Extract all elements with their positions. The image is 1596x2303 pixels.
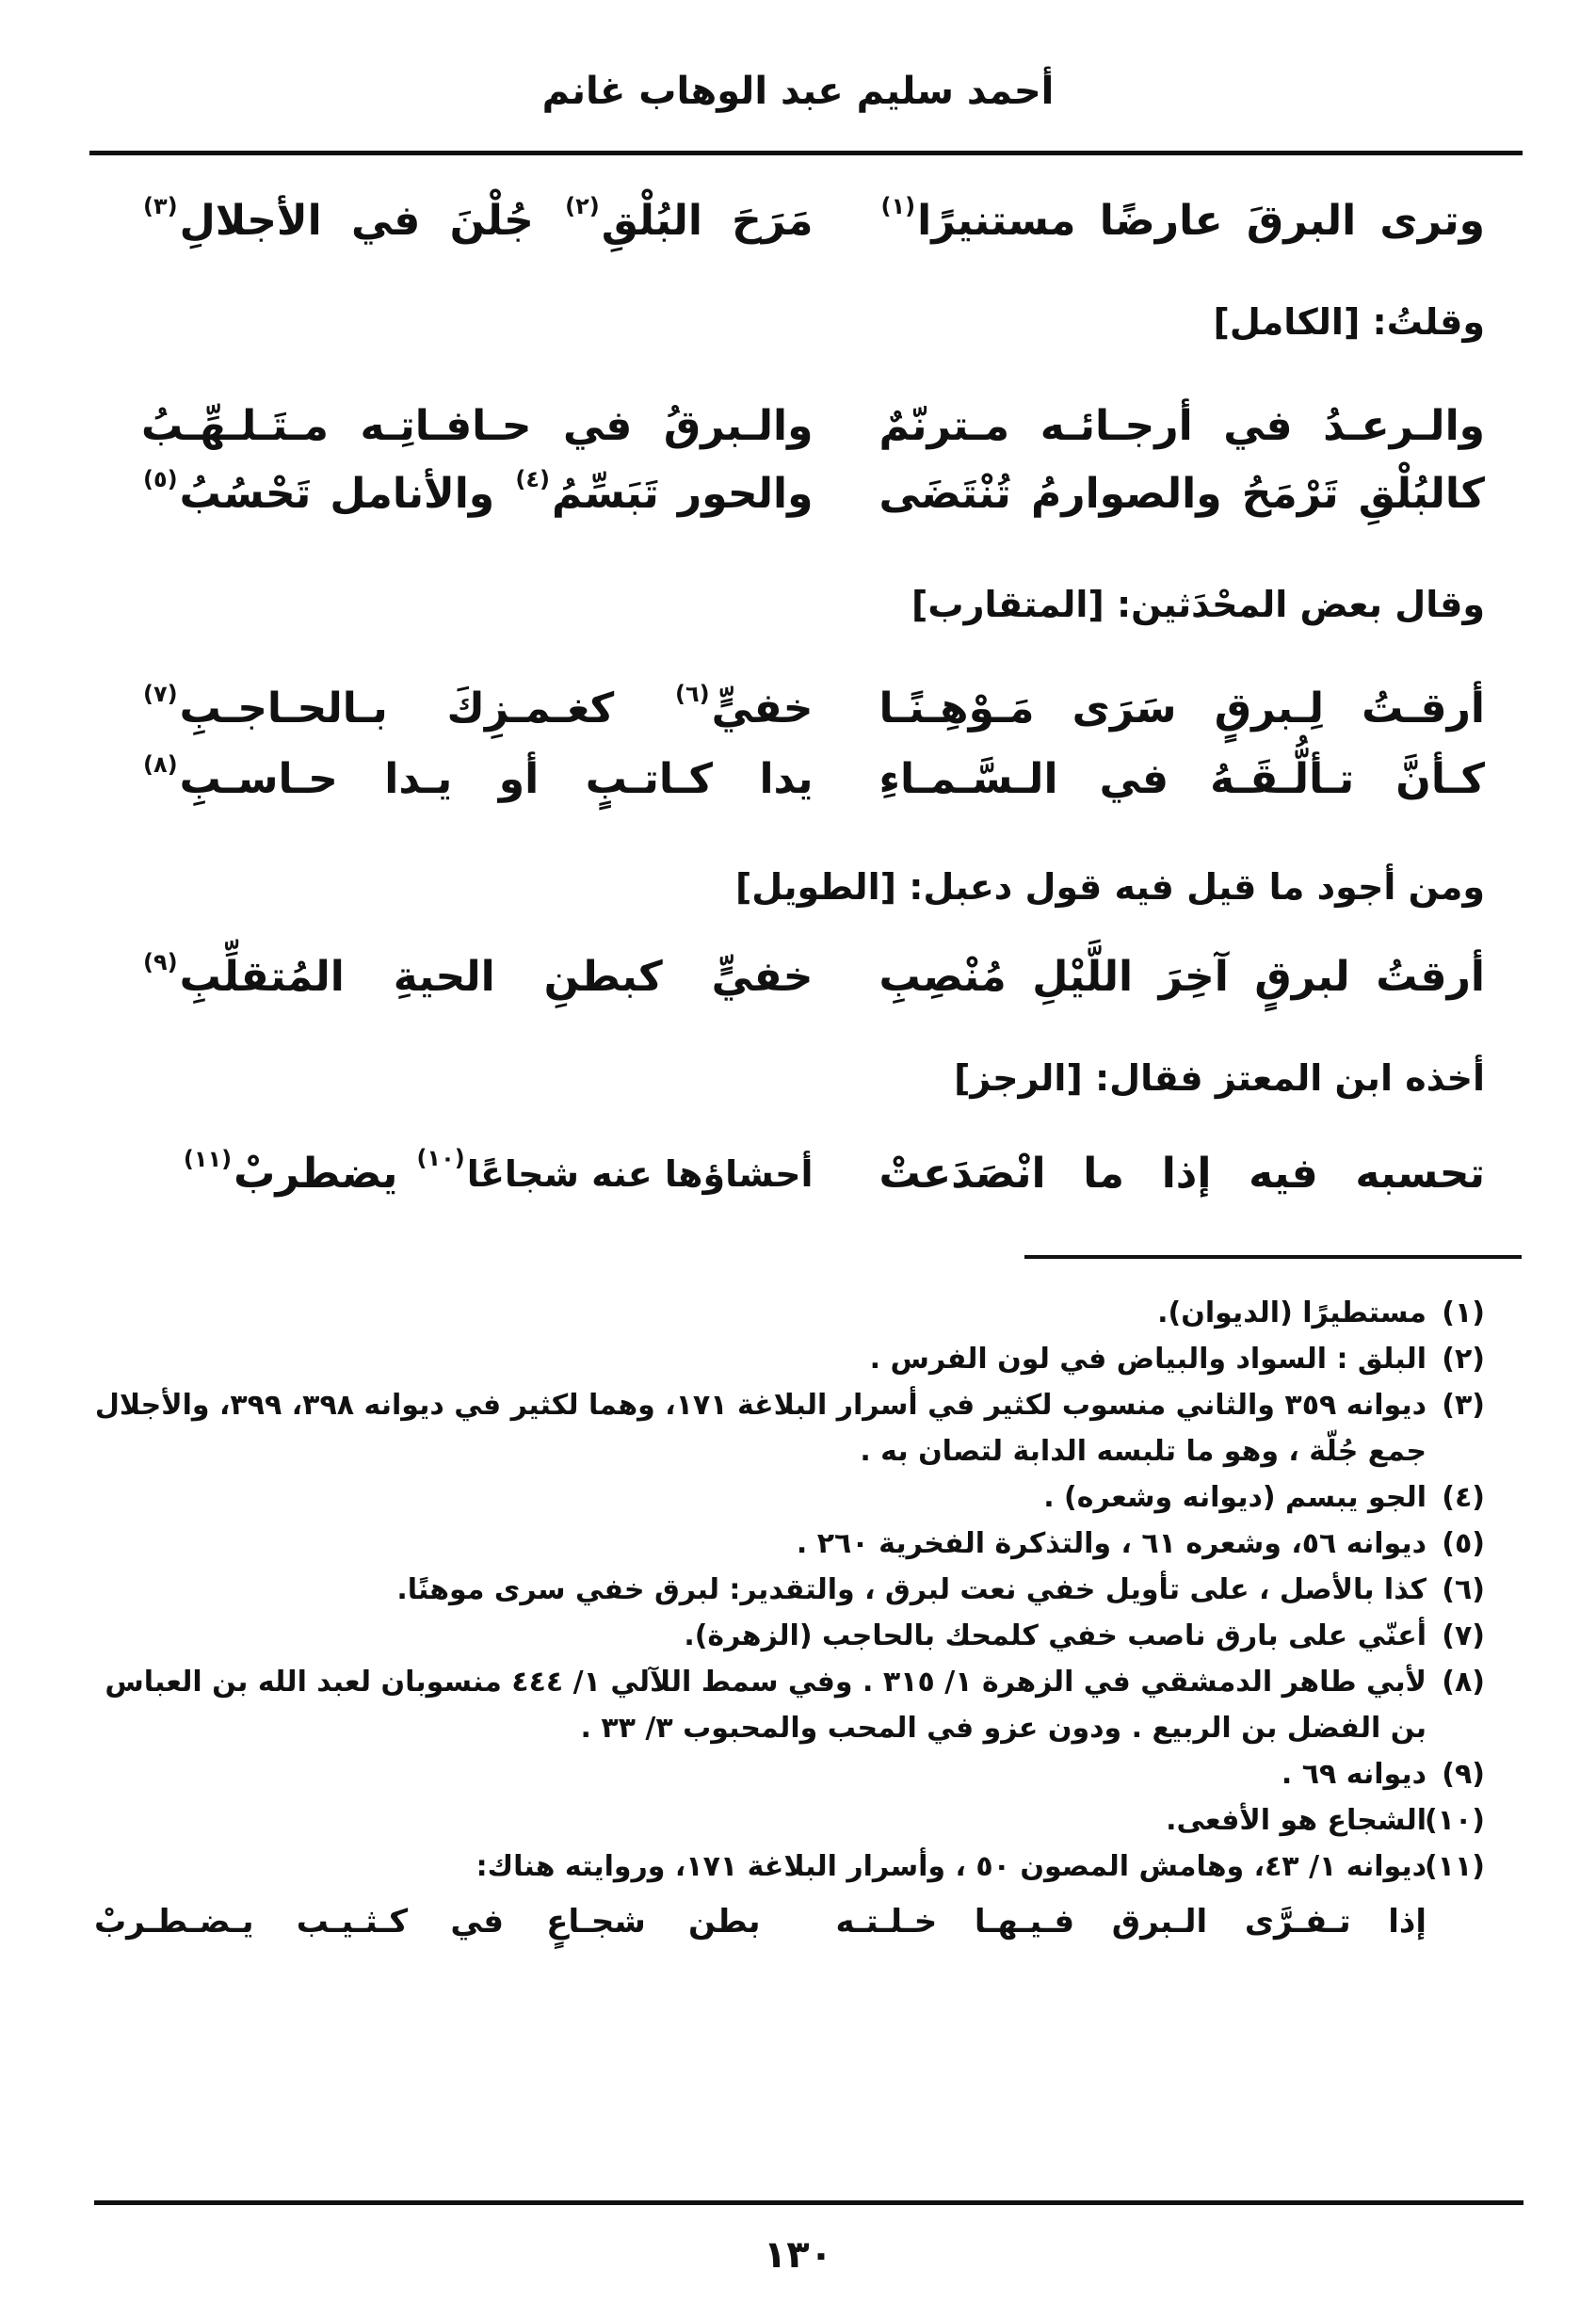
verse-3: كالبُلْقِ تَرْمَحُ والصوارمُ تُنْتَضَى والحور تَبَسِّمُ$^{(٤)}$ والأنامل تَحْسُبُ$^{(٥)}$ [143,466,1485,518]
verse-1-first-hemistich: وترى البرقَ عارضًا مستنيرًا$^{(١)}$ [880,193,1485,245]
verse-5: كـأنَّ تـألُّـقَـهُ في الـسَّـمـاءِ يدا كـاتـبٍ أو يـدا حـاسـبِ$^{(٨)}$ [143,751,1485,803]
footnote-ref[interactable]: (١٠) [416,1145,465,1171]
verse-1 [141,188,1485,254]
verse-4: أرقـتُ لِـبرقٍ سَرَى مَـوْهِـنًـا خفيٍّ$^{(٦)}$ كغـمـزِكَ بـالحـاجـبِ$^{(٧)}$ [143,681,1485,733]
footnote-11: (١١) ديوانه ١/ ٤٣، وهامش المصون ٥٠ ، وأسرار البلاغة ١٧١، وروايته هناك: [476,1850,1485,1883]
intro-mutaqarib: وقال بعض المحْدَثين: [المتقارب] [911,584,1485,625]
footnote-8: (٨) لأبي طاهر الدمشقي في الزهرة ١/ ٣١٥ . وفي سمط اللآلي ١/ ٤٤٤ منسوبان لعبد الله بن العباس بن الفضل بن الربيع . ودون عزو في المحب والمحبوب ٣/ ٣٣ . [105,1666,1485,1745]
intro-rajaz: أخذه ابن المعتز فقال: [الرجز] [954,1057,1485,1099]
footnote-6: (٦) كذا بالأصل ، على تأويل خفي نعت لبرق ، والتقدير: لبرق خفي سرى موهنًا. [396,1573,1485,1606]
footnote-10: (١٠) الشجاع هو الأفعى. [1166,1804,1485,1837]
footnote-ref[interactable]: (٥) [143,466,178,492]
intro-kamil: وقلتُ: [الكامل] [1213,301,1485,343]
footnote-5: (٥) ديوانه ٥٦، وشعره ٦١ ، والتذكرة الفخرية ٢٦٠ . [796,1527,1485,1560]
footnotes [94,1290,1485,1950]
footnote-1: (١) مستطيرًا (الديوان). [1157,1296,1485,1329]
footnote-4: (٤) الجو يبسم (ديوانه وشعره) . [1043,1481,1485,1514]
footnote-ref[interactable]: (٧) [143,681,178,707]
footnote-2: (٢) البلق : السواد والبياض في لون الفرس . [869,1343,1485,1376]
verse-2: والـرعـدُ في أرجـائـه مـترنّمٌ والـبرقُ في حـافـاتِـه مـتَـلـهِّـبُ [141,402,1485,450]
intro-tawil: ومن أجود ما قيل فيه قول دعبل: [الطويل] [734,866,1485,908]
footnote-ref[interactable]: (١) [880,193,916,219]
footer-rule [94,2200,1523,2205]
footnote-ref[interactable]: (٦) [675,681,710,707]
footnote-ref[interactable]: (٨) [143,751,178,778]
footnote-3: (٣) ديوانه ٣٥٩ والثاني منسوب لكثير في أسرار البلاغة ١٧١، وهما لكثير في ديوانه ٣٩٨، ٣٩٩، والأجلال جمع جُلّة ، وهو ما تلبسه الدابة لتصان به . [94,1389,1485,1468]
footnote-ref[interactable]: (٣) [143,193,178,219]
footnote-ref[interactable]: (٢) [565,193,600,219]
running-head-author: أحمد سليم عبد الوهاب غانم [541,70,1055,113]
footnote-7: (٧) أعنّي على بارق ناصب خفي كلمحك بالحاجب (الزهرة). [684,1619,1485,1652]
footnote-ref[interactable]: (٩) [143,949,178,975]
footnote-ref[interactable]: (٤) [515,466,550,492]
verse-7: تحسبه فيه إذا ما انْصَدَعتْ أحشاؤها عنه شجاعًا$^{(١٠)}$ يضطربْ$^{(١١)}$ [183,1145,1485,1198]
header-rule [89,151,1523,155]
page-number: ١٣٠ [763,2233,833,2277]
footnote-separator [1024,1255,1522,1259]
verse-1-second-hemistich: مَرَحَ البُلْقِ$^{(٢)}$ جُلْنَ في الأجلالِ$^{(٣)}$ [143,193,814,245]
footnote-11-verse: إذا تـفـرَّى الـبرق فـيـهـا خـلـتـه بطن شجـاعٍ في كـثـيـب يـضـطـربْ [94,1903,1427,1941]
footnote-9: (٩) ديوانه ٦٩ . [1281,1758,1485,1791]
verse-6: أرقتُ لبرقٍ آخِرَ اللَّيْلِ مُنْصِبِ خفيٍّ كبطنِ الحيةِ المُتقلِّبِ$^{(٩)}$ [143,949,1485,1001]
footnote-ref[interactable]: (١١) [183,1146,233,1172]
